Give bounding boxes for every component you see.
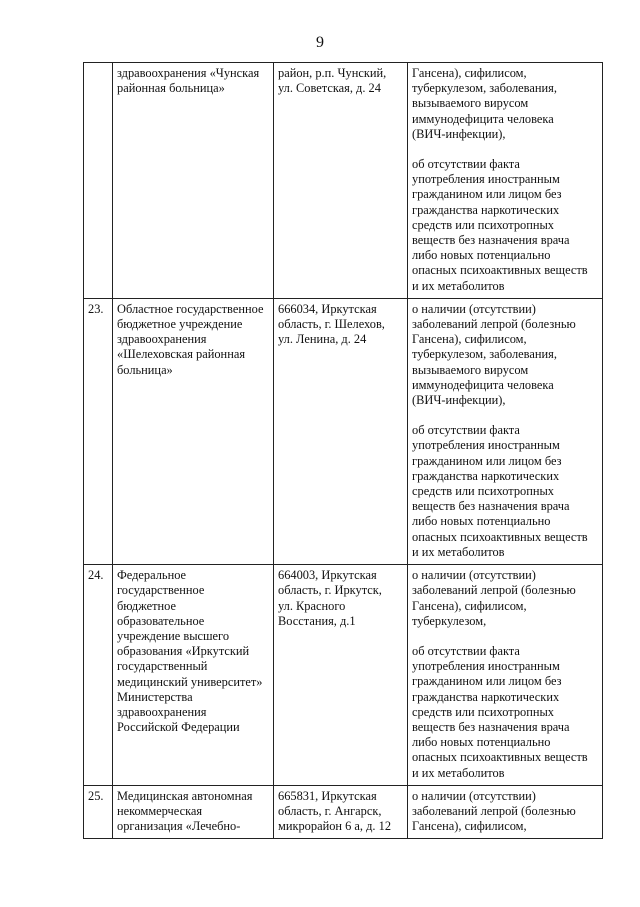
row-number: [84, 63, 113, 299]
organization-name-line: Федеральное: [117, 568, 187, 583]
requirement-paragraph: [412, 423, 599, 560]
requirement-line: заболеваний лепрой (болезнью: [412, 317, 576, 332]
requirement-line: иммунодефицита человека: [412, 377, 554, 392]
organization-address-line: район, р.п. Чунский,: [278, 66, 387, 80]
organization-address: [274, 298, 408, 564]
requirement-line: туберкулезом,: [412, 613, 487, 628]
organization-name-line: учреждение высшего: [117, 628, 230, 643]
requirement-line: Гансена), сифилисом,: [412, 332, 527, 347]
requirement-line: и их метаболитов: [412, 278, 505, 293]
requirement-line: либо новых потенциально: [412, 514, 551, 529]
organization-address: [274, 63, 408, 299]
requirement-line: о наличии (отсутствии): [412, 788, 536, 803]
organization-address-line: область, г. Шелехов,: [278, 317, 385, 332]
requirement-line: туберкулезом, заболевания,: [412, 81, 557, 96]
requirement-line: Гансена), сифилисом,: [412, 66, 527, 80]
organization-address-line: 664003, Иркутская: [278, 568, 377, 583]
certificate-requirements: [408, 785, 603, 839]
certificate-requirements: [408, 63, 603, 299]
requirement-line: опасных психоактивных веществ: [412, 263, 588, 278]
requirement-paragraph: [412, 66, 599, 142]
row-number: 23.: [84, 298, 113, 564]
organization-name-line: районная больница»: [117, 81, 225, 96]
organization-name-line: государственный: [117, 659, 208, 674]
table-row: [84, 785, 603, 839]
institutions-table: [83, 62, 603, 839]
organization-address-line: ул. Советская, д. 24: [278, 81, 381, 96]
organization-name-line: организация «Лечебно-: [117, 819, 241, 834]
requirement-line: гражданином или лицом без: [412, 674, 562, 689]
requirement-line: о наличии (отсутствии): [412, 568, 536, 583]
organization-name-line: образования «Иркутский: [117, 644, 250, 659]
requirement-line: и их метаболитов: [412, 544, 505, 559]
requirement-line: гражданства наркотических: [412, 468, 560, 483]
table-row: [84, 63, 603, 299]
requirement-line: веществ без назначения врача: [412, 233, 570, 248]
requirement-line: вызываемого вирусом: [412, 96, 529, 111]
certificate-requirements: [408, 565, 603, 786]
requirement-line: гражданином или лицом без: [412, 453, 562, 468]
requirement-line: о наличии (отсутствии): [412, 301, 536, 316]
row-number: 24.: [84, 565, 113, 786]
organization-address-line: ул. Ленина, д. 24: [278, 332, 367, 347]
requirement-line: веществ без назначения врача: [412, 499, 570, 514]
organization-name-line: государственное: [117, 583, 205, 598]
requirement-line: употребления иностранным: [412, 438, 560, 453]
requirement-line: средств или психотропных: [412, 217, 554, 232]
organization-name: [113, 63, 274, 299]
organization-address-line: Восстания, д.1: [278, 613, 356, 628]
organization-name-line: здравоохранения «Чунская: [117, 66, 260, 80]
organization-name: [113, 298, 274, 564]
requirement-line: об отсутствии факта: [412, 423, 520, 438]
organization-name-line: бюджетное учреждение: [117, 317, 243, 332]
organization-address-line: 665831, Иркутская: [278, 788, 377, 803]
requirement-line: гражданином или лицом без: [412, 187, 562, 202]
requirement-line: Гансена), сифилисом,: [412, 819, 527, 834]
requirement-line: веществ без назначения врача: [412, 719, 570, 734]
organization-name-line: бюджетное: [117, 598, 177, 613]
organization-address-line: область, г. Ангарск,: [278, 803, 382, 818]
requirement-line: опасных психоактивных веществ: [412, 529, 588, 544]
organization-name-line: здравоохранения: [117, 332, 207, 347]
organization-address: [274, 785, 408, 839]
requirement-line: иммунодефицита человека: [412, 111, 554, 126]
requirement-line: вызываемого вирусом: [412, 362, 529, 377]
requirement-line: средств или психотропных: [412, 704, 554, 719]
requirement-line: опасных психоактивных веществ: [412, 750, 588, 765]
organization-name: [113, 565, 274, 786]
requirement-line: Гансена), сифилисом,: [412, 598, 527, 613]
requirement-line: употребления иностранным: [412, 172, 560, 187]
requirement-paragraph: [412, 157, 599, 294]
organization-name-line: больница»: [117, 362, 173, 377]
requirement-line: гражданства наркотических: [412, 689, 560, 704]
organization-address-line: ул. Красного: [278, 598, 346, 613]
requirement-line: туберкулезом, заболевания,: [412, 347, 557, 362]
requirement-line: либо новых потенциально: [412, 248, 551, 263]
organization-address-line: 666034, Иркутская: [278, 301, 377, 316]
organization-name-line: образовательное: [117, 613, 205, 628]
organization-name-line: Медицинская автономная: [117, 788, 253, 803]
requirement-paragraph: [412, 644, 599, 781]
organization-name-line: медицинский университет»: [117, 674, 263, 689]
organization-address-line: микрорайон 6 а, д. 12: [278, 819, 392, 834]
organization-name-line: Министерства: [117, 689, 193, 704]
requirement-paragraph: [412, 568, 599, 629]
organization-name-line: «Шелеховская районная: [117, 347, 246, 362]
organization-name-line: Областное государственное: [117, 301, 264, 316]
row-number: 25.: [84, 785, 113, 839]
organization-name-line: здравоохранения: [117, 704, 207, 719]
organization-name: [113, 785, 274, 839]
requirement-line: (ВИЧ-инфекции),: [412, 126, 506, 141]
requirement-line: об отсутствии факта: [412, 643, 520, 658]
organization-address: [274, 565, 408, 786]
requirement-line: употребления иностранным: [412, 659, 560, 674]
requirement-line: гражданства наркотических: [412, 202, 560, 217]
requirement-line: либо новых потенциально: [412, 735, 551, 750]
table-row: [84, 298, 603, 564]
requirement-line: (ВИЧ-инфекции),: [412, 393, 506, 408]
requirement-line: и их метаболитов: [412, 765, 505, 780]
organization-name-line: Российской Федерации: [117, 720, 240, 735]
requirement-line: средств или психотропных: [412, 484, 554, 499]
requirement-paragraph: [412, 302, 599, 408]
organization-name-line: некоммерческая: [117, 803, 203, 818]
requirement-paragraph: [412, 789, 599, 835]
requirement-line: об отсутствии факта: [412, 157, 520, 172]
table-row: [84, 565, 603, 786]
requirement-line: заболеваний лепрой (болезнью: [412, 803, 576, 818]
requirement-line: заболеваний лепрой (болезнью: [412, 583, 576, 598]
page-number: 9: [316, 34, 324, 51]
organization-address-line: область, г. Иркутск,: [278, 583, 382, 598]
certificate-requirements: [408, 298, 603, 564]
